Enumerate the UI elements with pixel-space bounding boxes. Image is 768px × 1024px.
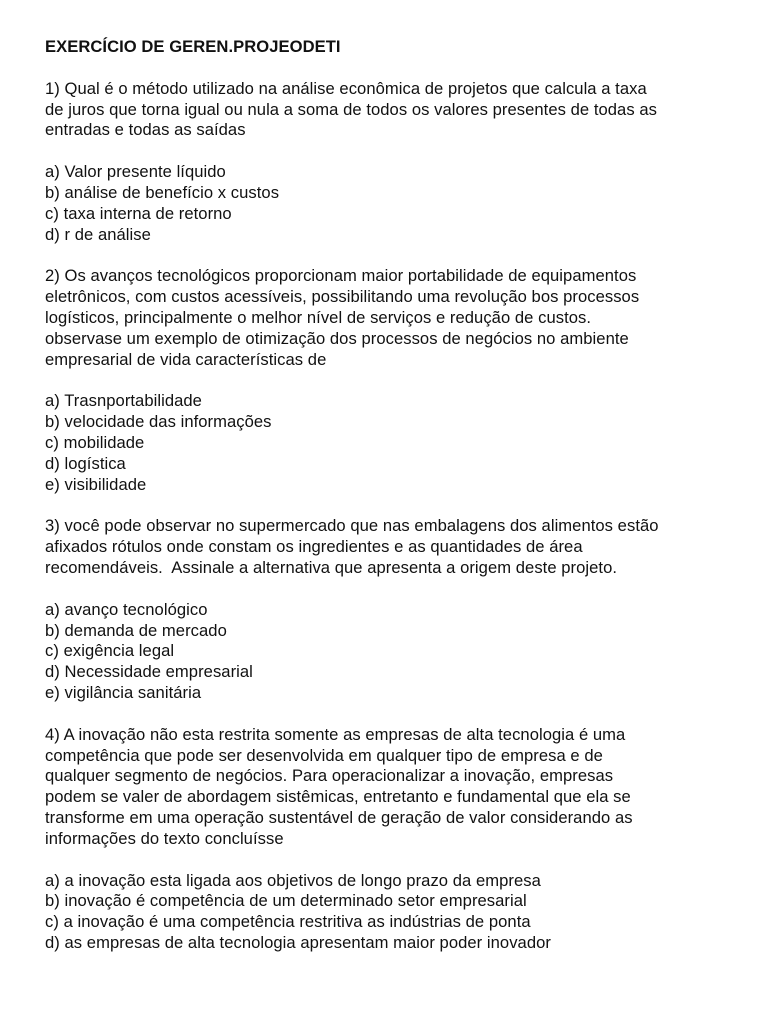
answer-option: a) Valor presente líquido: [45, 162, 226, 182]
question-line: eletrônicos, com custos acessíveis, possibilitando uma revolução bos processos: [45, 287, 640, 307]
answer-option: b) análise de benefício x custos: [45, 182, 280, 202]
question-text: [45, 79, 745, 141]
question-line: afixados rótulos onde constam os ingredientes e as quantidades de área: [45, 537, 583, 557]
question-line: qualquer segmento de negócios. Para operacionalizar a inovação, empresas: [45, 766, 614, 786]
answer-option: e) vigilância sanitária: [45, 682, 202, 702]
answer-options: [45, 391, 745, 495]
answer-option: b) demanda de mercado: [45, 620, 227, 640]
answer-option: a) avanço tecnológico: [45, 599, 208, 619]
question-line: observase um exemplo de otimização dos processos de negócios no ambiente: [45, 328, 629, 348]
answer-option: a) Trasnportabilidade: [45, 391, 202, 411]
question-line: 1) Qual é o método utilizado na análise econômica de projetos que calcula a taxa: [45, 78, 647, 98]
question-line: de juros que torna igual ou nula a soma de todos os valores presentes de todas as: [45, 99, 657, 119]
question-line: empresarial de vida características de: [45, 349, 327, 369]
answer-option: b) inovação é competência de um determinado setor empresarial: [45, 891, 527, 911]
question-line: logísticos, principalmente o melhor nível de serviços e redução de custos.: [45, 307, 592, 327]
answer-option: c) a inovação é uma competência restritiva as indústrias de ponta: [45, 912, 531, 932]
question-line: 2) Os avanços tecnológicos proporcionam maior portabilidade de equipamentos: [45, 266, 637, 286]
answer-options: [45, 871, 745, 954]
question-3: [45, 516, 745, 703]
question-line: 3) você pode observar no supermercado que nas embalagens dos alimentos estão: [45, 516, 659, 536]
answer-option: c) exigência legal: [45, 641, 175, 661]
question-text: [45, 516, 745, 578]
document-title: EXERCÍCIO DE GEREN.PROJEODETI: [45, 37, 341, 56]
question-line: informações do texto concluísse: [45, 828, 284, 848]
answer-option: b) velocidade das informações: [45, 412, 272, 432]
question-4: [45, 725, 745, 954]
question-1: [45, 79, 745, 246]
question-text: [45, 725, 745, 850]
answer-options: [45, 162, 745, 245]
answer-option: d) r de análise: [45, 224, 151, 244]
question-line: recomendáveis. Assinale a alternativa que apresenta a origem deste projeto.: [45, 557, 618, 577]
question-line: entradas e todas as saídas: [45, 120, 246, 140]
answer-option: d) Necessidade empresarial: [45, 662, 253, 682]
document-page: [45, 37, 745, 975]
question-line: podem se valer de abordagem sistêmicas, entretanto e fundamental que ela se: [45, 787, 631, 807]
answer-option: e) visibilidade: [45, 474, 147, 494]
answer-options: [45, 600, 745, 704]
question-line: competência que pode ser desenvolvida em qualquer tipo de empresa e de: [45, 745, 603, 765]
question-text: [45, 266, 745, 370]
question-2: [45, 266, 745, 495]
question-line: 4) A inovação não esta restrita somente as empresas de alta tecnologia é uma: [45, 724, 626, 744]
answer-option: c) mobilidade: [45, 432, 145, 452]
answer-option: d) logística: [45, 453, 126, 473]
answer-option: c) taxa interna de retorno: [45, 203, 232, 223]
answer-option: d) as empresas de alta tecnologia apresentam maior poder inovador: [45, 932, 551, 952]
answer-option: a) a inovação esta ligada aos objetivos de longo prazo da empresa: [45, 870, 541, 890]
question-line: transforme em uma operação sustentável de geração de valor considerando as: [45, 807, 633, 827]
